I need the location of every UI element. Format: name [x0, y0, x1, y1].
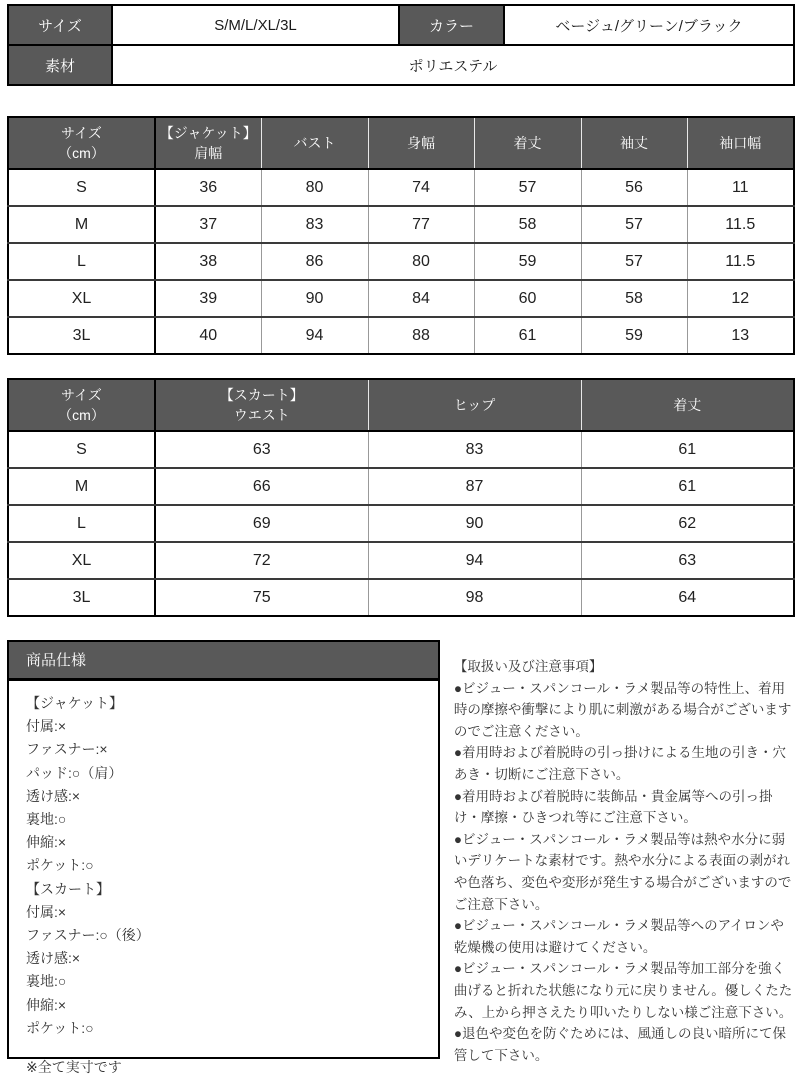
spec-line: 付属:× — [26, 903, 67, 920]
size-cell: S — [8, 169, 155, 206]
handling-item: ●ビジュー・スパンコール・ラメ製品等へのアイロンや乾燥機の使用は避けてください。 — [453, 918, 784, 955]
skirt-size-table — [7, 378, 795, 617]
value-cell: 88 — [368, 317, 474, 354]
value-cell: 58 — [474, 206, 581, 243]
value-cell: 61 — [581, 468, 794, 505]
color-label-cell: カラー — [399, 5, 504, 45]
value-cell: 80 — [261, 169, 368, 206]
body-width-header: 身幅 — [368, 117, 474, 169]
spec-line: ポケット:○ — [26, 1019, 94, 1036]
color-value-cell: ベージュ/グリーン/ブラック — [504, 5, 794, 45]
value-cell: 57 — [581, 206, 687, 243]
value-cell: 69 — [155, 505, 368, 542]
spec-line: 伸縮:× — [26, 996, 67, 1013]
handling-item: ●退色や変色を防ぐためには、風通しの良い暗所にて保管して下さい。 — [453, 1026, 787, 1063]
value-cell: 62 — [581, 505, 794, 542]
value-cell: 94 — [368, 542, 581, 579]
spec-line: ポケット:○ — [26, 857, 94, 874]
value-cell: 61 — [581, 431, 794, 468]
value-cell: 80 — [368, 243, 474, 280]
sleeve-length-header: 袖丈 — [581, 117, 687, 169]
value-cell: 77 — [368, 206, 474, 243]
table-header-row — [8, 117, 794, 169]
bust-header: バスト — [261, 117, 368, 169]
size-cell: 3L — [8, 579, 155, 616]
size-cell: S — [8, 431, 155, 468]
value-cell: 40 — [155, 317, 261, 354]
table-row — [8, 317, 794, 354]
value-cell: 94 — [261, 317, 368, 354]
jacket-part-line1: 【ジャケット】 — [159, 125, 257, 141]
skirt-part-line2: ウエスト — [233, 407, 290, 423]
size-header-line1: サイズ — [61, 125, 102, 141]
value-cell: 59 — [474, 243, 581, 280]
value-cell: 63 — [155, 431, 368, 468]
value-cell: 98 — [368, 579, 581, 616]
table-row — [8, 431, 794, 468]
material-label-cell: 素材 — [8, 45, 112, 85]
size-cell: M — [8, 206, 155, 243]
table-header-row — [8, 379, 794, 431]
size-color-material-table — [7, 4, 795, 86]
value-cell: 12 — [687, 280, 794, 317]
spec-line: ファスナー:○（後） — [26, 927, 150, 944]
size-unit-header — [8, 117, 155, 169]
table-row — [8, 542, 794, 579]
value-cell: 58 — [581, 280, 687, 317]
value-cell: 74 — [368, 169, 474, 206]
spec-line: ファスナー:× — [26, 741, 108, 758]
size-header-line2: （cm） — [58, 407, 105, 423]
jacket-size-table — [7, 116, 795, 355]
size-header-line2: （cm） — [58, 145, 105, 161]
size-header-line1: サイズ — [61, 387, 102, 403]
size-label-cell: サイズ — [8, 5, 112, 45]
length-header: 着丈 — [474, 117, 581, 169]
size-value-cell: S/M/L/XL/3L — [112, 5, 399, 45]
skirt-part-line1: 【スカート】 — [219, 387, 304, 403]
value-cell: 36 — [155, 169, 261, 206]
handling-item: ●着用時および着脱時に装飾品・貴金属等への引っ掛け・摩擦・ひきつれ等にご注意下さい。 — [453, 788, 773, 826]
size-cell: L — [8, 243, 155, 280]
skirt-waist-header — [155, 379, 368, 431]
value-cell: 11 — [687, 169, 794, 206]
bottom-section — [7, 640, 793, 1076]
handling-item: ●ビジュー・スパンコール・ラメ製品等の特性上、着用時の摩擦や衝撃により肌に刺激がある場合がございますのでご注意ください。 — [453, 680, 792, 739]
value-cell: 38 — [155, 243, 261, 280]
value-cell: 66 — [155, 468, 368, 505]
spec-note: ※全て実寸です — [26, 1059, 122, 1076]
jacket-part-line2: 肩幅 — [194, 145, 223, 161]
table-row — [8, 206, 794, 243]
material-value-cell: ポリエステル — [112, 45, 794, 85]
hip-header: ヒップ — [368, 379, 581, 431]
size-cell: XL — [8, 280, 155, 317]
jacket-shoulder-header — [155, 117, 261, 169]
value-cell: 63 — [581, 542, 794, 579]
size-unit-header — [8, 379, 155, 431]
value-cell: 72 — [155, 542, 368, 579]
value-cell: 57 — [581, 243, 687, 280]
value-cell: 11.5 — [687, 243, 794, 280]
size-cell: L — [8, 505, 155, 542]
table-row — [8, 45, 794, 85]
value-cell: 56 — [581, 169, 687, 206]
spec-line: 透け感:× — [26, 950, 81, 967]
value-cell: 90 — [261, 280, 368, 317]
value-cell: 11.5 — [687, 206, 794, 243]
value-cell: 64 — [581, 579, 794, 616]
product-spec-box — [7, 640, 440, 1076]
handling-item: ●ビジュー・スパンコール・ラメ製品等加工部分を強く曲げると折れた状態になり元に戻りません。優しくたたみ、上から押さえたり叩いたりしない様ご注意下さい。 — [453, 961, 793, 1020]
table-row — [8, 169, 794, 206]
value-cell: 86 — [261, 243, 368, 280]
value-cell: 37 — [155, 206, 261, 243]
cuff-width-header: 袖口幅 — [687, 117, 794, 169]
spec-line: 透け感:× — [26, 787, 81, 804]
product-spec-title: 商品仕様 — [9, 642, 438, 681]
size-cell: XL — [8, 542, 155, 579]
table-row — [8, 468, 794, 505]
value-cell: 59 — [581, 317, 687, 354]
table-row — [8, 243, 794, 280]
value-cell: 61 — [474, 317, 581, 354]
spec-line: パッド:○（肩） — [26, 764, 123, 781]
length-header: 着丈 — [581, 379, 794, 431]
table-row — [8, 280, 794, 317]
handling-title: 【取扱い及び注意事項】 — [453, 659, 603, 674]
spec-line: 裏地:○ — [26, 811, 67, 828]
spec-line: 伸縮:× — [26, 834, 67, 851]
handling-notes — [454, 640, 793, 1066]
value-cell: 57 — [474, 169, 581, 206]
table-row — [8, 5, 794, 45]
table-row — [8, 505, 794, 542]
value-cell: 84 — [368, 280, 474, 317]
spec-line: 【ジャケット】 — [26, 695, 124, 711]
spec-line: 裏地:○ — [26, 973, 67, 990]
value-cell: 39 — [155, 280, 261, 317]
size-cell: M — [8, 468, 155, 505]
value-cell: 83 — [261, 206, 368, 243]
product-spec-body — [9, 681, 438, 1090]
handling-item: ●ビジュー・スパンコール・ラメ製品等は熱や水分に弱いデリケートな素材です。熱や水分による表面の剥がれや色落ち、変色や変形が発生する場合がございますのでご注意下さい。 — [453, 831, 792, 912]
value-cell: 87 — [368, 468, 581, 505]
handling-item: ●着用時および着脱時の引っ掛けによる生地の引き・穴あき・切断にご注意下さい。 — [453, 745, 787, 782]
value-cell: 83 — [368, 431, 581, 468]
value-cell: 13 — [687, 317, 794, 354]
spec-line: 【スカート】 — [26, 880, 110, 897]
value-cell: 60 — [474, 280, 581, 317]
value-cell: 75 — [155, 579, 368, 616]
spec-line: 付属:× — [26, 718, 67, 735]
size-cell: 3L — [8, 317, 155, 354]
value-cell: 90 — [368, 505, 581, 542]
table-row — [8, 579, 794, 616]
